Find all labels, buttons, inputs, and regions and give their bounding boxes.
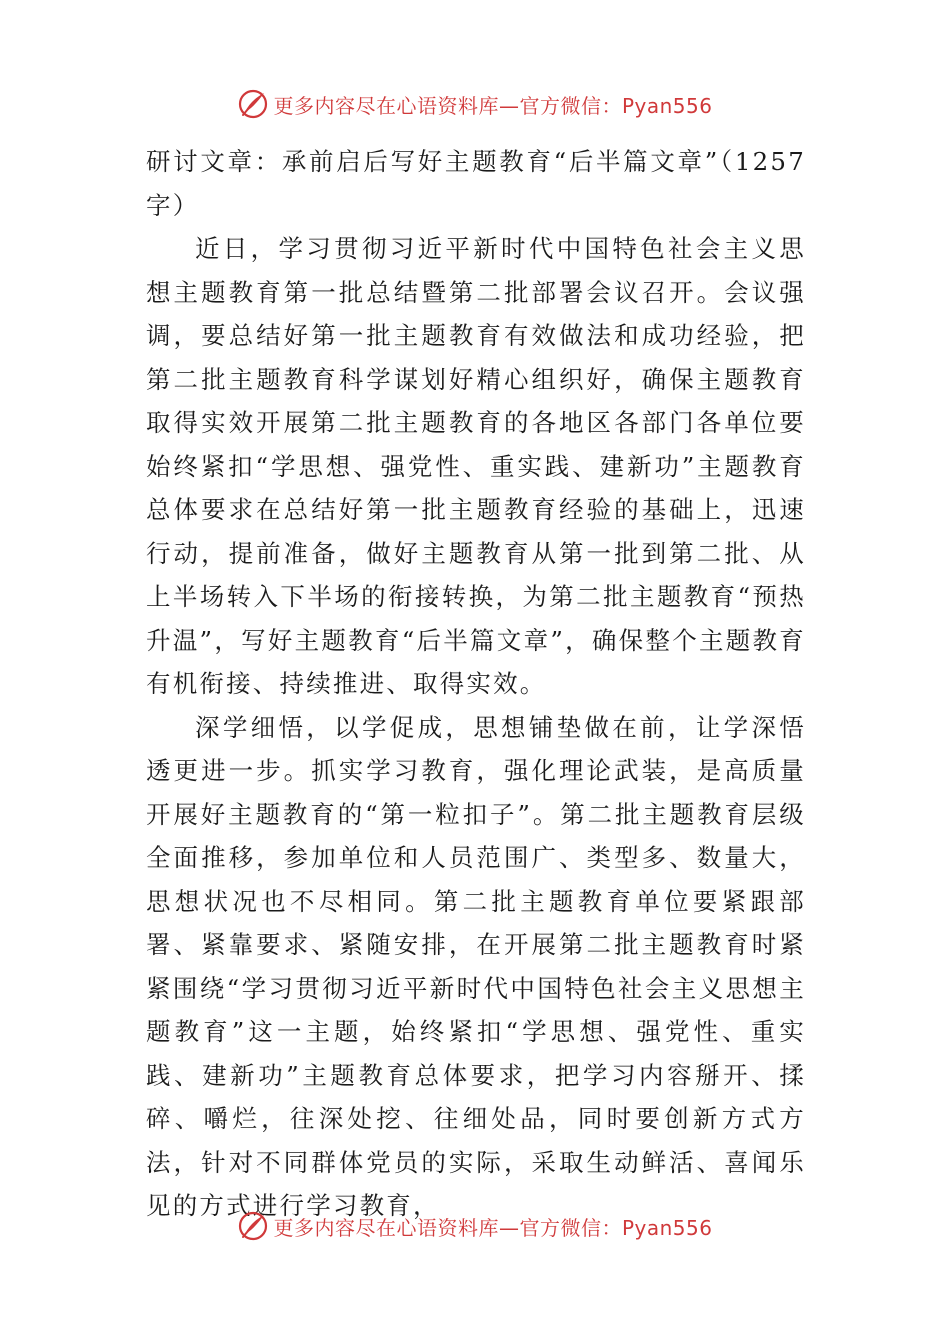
footer-watermark-banner xyxy=(0,1206,950,1246)
document-body xyxy=(146,140,806,1228)
quill-pen-logo-icon xyxy=(237,1210,269,1242)
quill-pen-logo-icon xyxy=(237,88,269,120)
header-watermark-text: 更多内容尽在心语资料库—官方微信：Pyan556 xyxy=(273,93,713,118)
paragraph-2: 深学细悟，以学促成，思想铺垫做在前，让学深悟透更进一步。抓实学习教育，强化理论武装，是高质量开展好主题教育的“第一粒扣子”。第二批主题教育层级全面推移，参加单位和人员范围广、类型多、数量大，思想状况也不尽相同。第二批主题教育单位要紧跟部署、紧靠要求、紧随安排，在开展第二批主题教育时紧紧围绕“学习贯彻习近平新时代中国特色社会主义思想主题教育”这一主题，始终紧扣“学思想、强党性、重实践、建新功”主题教育总体要求，把学习内容掰开、揉碎、嚼烂，往深处挖、往细处品，同时要创新方式方法，针对不同群体党员的实际，采取生动鲜活、喜闻乐见的方式进行学习教育， xyxy=(146,712,806,1220)
paragraph-1: 近日，学习贯彻习近平新时代中国特色社会主义思想主题教育第一批总结暨第二批部署会议召开。会议强调，要总结好第一批主题教育有效做法和成功经验，把第二批主题教育科学谋划好精心组织好，确保主题教育取得实效开展第二批主题教育的各地区各部门各单位要始终紧扣“学思想、强党性、重实践、建新功”主题教育总体要求在总结好第一批主题教育经验的基础上，迅速行动，提前准备，做好主题教育从第一批到第二批、从上半场转入下半场的衔接转换，为第二批主题教育“预热升温”，写好主题教育“后半篇文章”，确保整个主题教育有机衔接、持续推进、取得实效。 xyxy=(146,234,806,698)
header-watermark-banner xyxy=(0,84,950,124)
document-title: 研讨文章：承前启后写好主题教育“后半篇文章”（1257字） xyxy=(146,147,806,220)
footer-watermark-text: 更多内容尽在心语资料库—官方微信：Pyan556 xyxy=(273,1215,713,1240)
